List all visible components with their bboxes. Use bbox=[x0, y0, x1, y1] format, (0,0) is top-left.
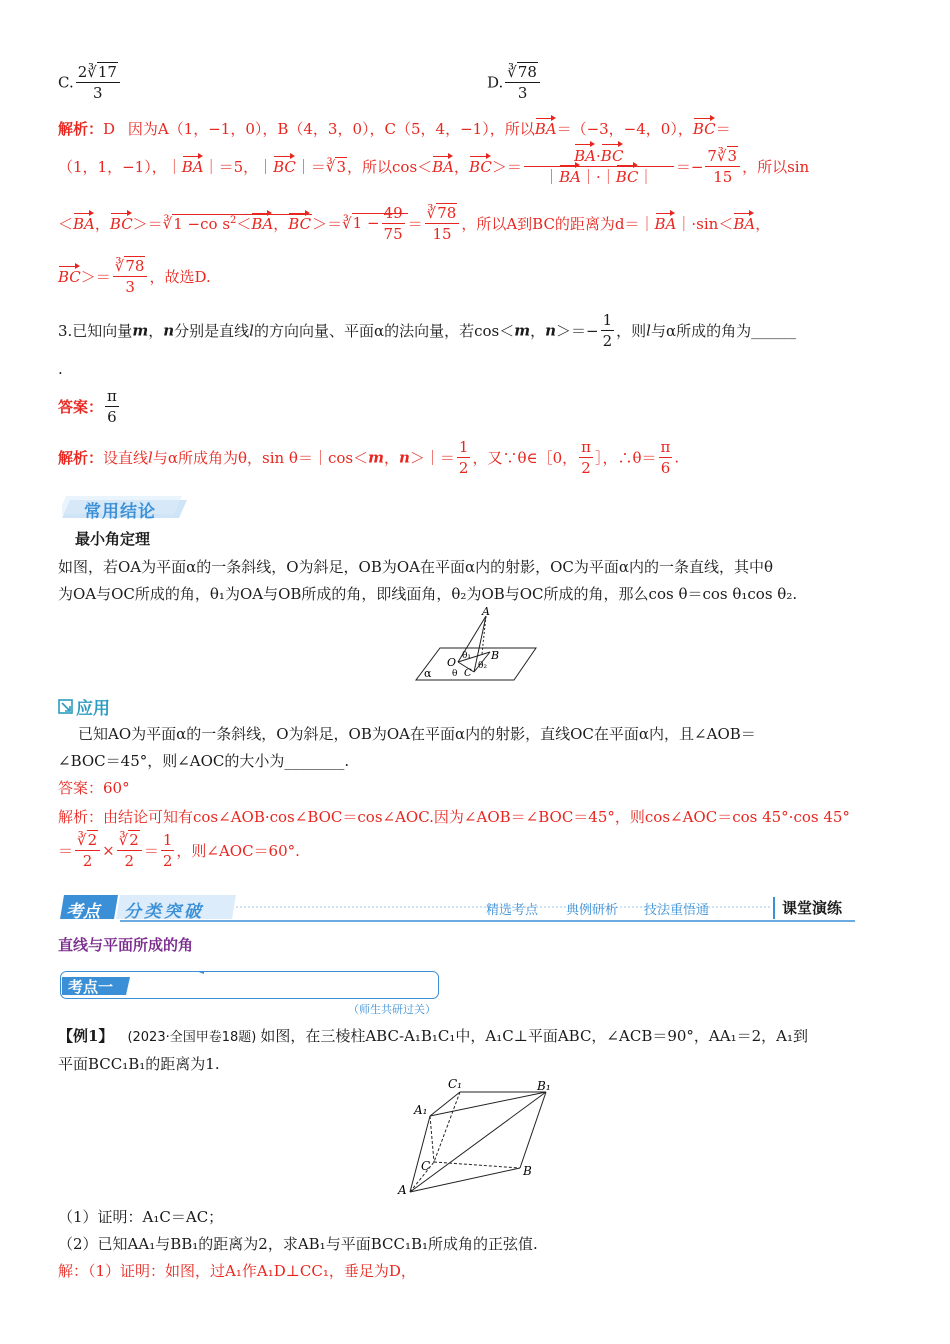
denominator: 3 bbox=[125, 278, 135, 296]
label-a1: A₁ bbox=[414, 1103, 428, 1117]
vector-bc: BC bbox=[109, 214, 133, 233]
numerator: π bbox=[660, 438, 671, 456]
option-d bbox=[487, 62, 542, 103]
solution-text: （1，1，−1），｜ bbox=[58, 158, 182, 176]
label-c: C bbox=[464, 668, 472, 679]
question-text: 与α所成的角为 bbox=[650, 322, 752, 340]
vector-ba: BA bbox=[654, 214, 677, 233]
solution-text: . bbox=[674, 448, 680, 467]
solution-text: ＞＝ bbox=[132, 215, 163, 233]
option-c-radicand: 17 bbox=[97, 63, 117, 81]
label-theta: θ bbox=[452, 669, 458, 679]
exponent: 2 bbox=[230, 215, 237, 226]
solution-text: ， bbox=[94, 215, 110, 233]
tagline-item: 精选考点 bbox=[486, 903, 539, 918]
application-icon bbox=[58, 699, 74, 715]
application-solution-1: 解析：由结论可知有cos∠AOB·cos∠BOC＝cos∠AOC.因为∠AOB＝∠BOC＝45°，则cos∠AOC＝cos 45°·cos 45° bbox=[58, 808, 850, 826]
label-a: A bbox=[482, 605, 490, 618]
option-d-label: D. bbox=[487, 73, 504, 92]
label-b: B bbox=[523, 1164, 532, 1178]
application-para-1: 已知AO为平面α的一条斜线，O为斜足，OB为OA在平面α内的射影，直线OC在平面α内，且∠AOB＝ bbox=[78, 725, 756, 743]
min-angle-figure bbox=[410, 602, 540, 684]
solution-text: 与α所成角为θ，sin θ＝｜cos＜ bbox=[152, 449, 369, 467]
denominator: 2 bbox=[602, 332, 613, 350]
solution-text: ，所以A到BC的距离为d＝｜ bbox=[461, 215, 655, 233]
solution-answer: D bbox=[103, 120, 116, 138]
var-m: m bbox=[368, 448, 384, 467]
solution-text: ＞＝ bbox=[312, 215, 343, 233]
application-header bbox=[58, 694, 110, 719]
solution-text: ｜＝ bbox=[295, 158, 326, 176]
denominator: 15 bbox=[713, 168, 733, 186]
solution-text: ， bbox=[454, 158, 470, 176]
question-text: ， bbox=[530, 322, 546, 340]
numerator: π bbox=[107, 387, 117, 405]
solution-text: ＝（−3，−4，0）， bbox=[556, 120, 693, 138]
denominator: 2 bbox=[82, 852, 93, 870]
option-c-den: 3 bbox=[93, 84, 103, 102]
solution-text: ， bbox=[383, 449, 399, 467]
q3-answer bbox=[58, 386, 121, 427]
solution-text: ＜ bbox=[236, 215, 252, 233]
example-question-1: （1）证明：A₁C＝AC； bbox=[58, 1208, 224, 1226]
radicand: 1 −co s bbox=[173, 215, 231, 233]
tagline-item: 典例研析 bbox=[566, 903, 619, 918]
radicand: 1 − bbox=[352, 213, 380, 232]
solution-text: ，又∵θ∈［0， bbox=[472, 449, 578, 467]
solution-text: ＞＝ bbox=[491, 158, 522, 176]
numerator: 49 bbox=[383, 204, 403, 222]
vector-bc: BC bbox=[692, 120, 716, 138]
kaodian-1-note: （师生共研过关） bbox=[348, 1003, 436, 1016]
solution-text: ，所以cos＜ bbox=[347, 158, 433, 176]
solution-text: ，则∠AOC＝60°. bbox=[176, 842, 300, 860]
banner-title: 常用结论 bbox=[84, 502, 156, 522]
label-a: A bbox=[398, 1183, 407, 1197]
var-l: l bbox=[249, 321, 254, 340]
vector-bc: BC bbox=[288, 215, 312, 233]
denominator: 2 bbox=[124, 852, 135, 870]
solution-label: 解析： bbox=[58, 120, 104, 138]
var-n: n bbox=[545, 321, 556, 340]
numerator: 1 bbox=[162, 831, 173, 849]
vector-bc: BC bbox=[469, 157, 492, 176]
tagline-item: 技法重悟通 bbox=[644, 903, 710, 918]
option-d-fraction: $\frac{∛78}{3}$ bbox=[505, 62, 540, 103]
numerator: 1 bbox=[602, 311, 613, 329]
application-answer: 答案：60° bbox=[58, 779, 130, 797]
answer-fraction bbox=[105, 386, 119, 427]
var-n: n bbox=[398, 448, 410, 467]
classroom-label: 课堂演练 bbox=[782, 899, 843, 917]
denominator: 6 bbox=[660, 459, 671, 477]
kaodian-1-header bbox=[60, 971, 440, 999]
label-b: B bbox=[491, 649, 500, 662]
denominator: 2 bbox=[162, 852, 173, 870]
vector-ba: BA bbox=[574, 147, 596, 165]
dot: · bbox=[595, 147, 601, 165]
vector-bc: BC bbox=[273, 157, 296, 176]
example-question-2: （2）已知AA₁与BB₁的距离为2，求AB₁与平面BCC₁B₁所成角的正弦值. bbox=[58, 1235, 538, 1253]
numerator: π bbox=[581, 438, 591, 456]
radicand: 78 bbox=[125, 257, 145, 275]
question-text: 的方向向量、平面α的法向量，若cos＜ bbox=[253, 322, 515, 340]
var-l: l bbox=[148, 448, 153, 467]
example-text: 如图，在三棱柱ABC-A₁B₁C₁中，A₁C⊥平面ABC，∠ACB＝90°，AA₁＝2，A₁到 bbox=[260, 1027, 808, 1045]
solution-text: ＞＝ bbox=[80, 268, 111, 286]
kaodian-banner bbox=[60, 893, 860, 923]
times-sign: × bbox=[102, 841, 115, 860]
denominator: 6 bbox=[107, 408, 117, 426]
solution-text: ， bbox=[273, 215, 289, 233]
solution-text: ＝ bbox=[143, 842, 159, 860]
sol-fraction-1 bbox=[457, 437, 471, 478]
solution-label: 解析： bbox=[58, 449, 104, 467]
cos-fraction bbox=[524, 146, 674, 187]
vector-bc: BC bbox=[600, 147, 624, 165]
vector-ba: BA bbox=[432, 157, 455, 176]
label-theta2: θ₂ bbox=[478, 661, 488, 671]
label-b1: B₁ bbox=[537, 1079, 551, 1093]
abs-bar: ｜·｜ bbox=[580, 168, 616, 186]
vector-ba: BA bbox=[251, 215, 274, 233]
application-para-2: ∠BOC＝45°，则∠AOC的大小为________. bbox=[58, 752, 350, 770]
label-c: C bbox=[421, 1159, 431, 1173]
q2-solution-line3: ＜BA，BC＞＝∛1 −co $s^2<BA$，BC＞＝∛1 − $\frac{49}{75}$ ＝ $\frac{∛78}{15}$ ，所以A到BC的距离为d＝｜BA｜·sin＜BA， bbox=[58, 204, 771, 243]
sin-value-fraction: $\frac{∛78}{15}$ bbox=[425, 203, 460, 244]
q2-solution-line2: （1，1，−1），｜BA｜＝5，｜BC｜＝∛3，所以cos＜BA，BC＞＝ $\frac{BA\cdot BC}{|BA|\cdot|BC|}$ ＝− $\frac{7∛3}{15}$ ，所以sin bbox=[58, 147, 810, 186]
example-1-line1 bbox=[58, 1025, 808, 1046]
solution-text: ｜＝5，｜ bbox=[203, 158, 274, 176]
label-c1: C₁ bbox=[448, 1077, 462, 1091]
q3-solution bbox=[58, 437, 679, 478]
option-c-coef: 2 bbox=[77, 63, 88, 81]
var-n: n bbox=[163, 321, 175, 340]
solution-text: ＝ bbox=[58, 842, 74, 860]
option-c-fraction: $\frac{2∛17}{3}$ bbox=[76, 62, 120, 103]
var-m: m bbox=[514, 321, 531, 340]
abs-bar: ｜ bbox=[544, 168, 560, 186]
example-source: (2023·全国甲卷18题) bbox=[127, 1030, 257, 1045]
radicand: 78 bbox=[437, 204, 457, 222]
half-fraction bbox=[601, 310, 615, 351]
solution-text: ＝ bbox=[407, 215, 423, 233]
answer-blank[interactable]: ______ bbox=[751, 321, 797, 340]
conclusion-subtitle: 最小角定理 bbox=[75, 530, 151, 548]
prism-figure bbox=[396, 1074, 560, 1200]
radicand: 3 bbox=[727, 147, 738, 165]
solution-text: ， bbox=[755, 215, 771, 233]
radicand: 2 bbox=[129, 831, 139, 849]
sol-fraction-2 bbox=[579, 437, 593, 478]
numerator: 7 bbox=[707, 147, 717, 165]
conclusion-banner bbox=[62, 496, 187, 522]
denominator: 2 bbox=[581, 459, 591, 477]
application-title: 应用 bbox=[76, 699, 110, 719]
option-c bbox=[58, 62, 122, 103]
topic-title: 直线与平面所成的角 bbox=[58, 936, 194, 954]
solution-text: 因为A（1，−1，0），B（4，3，0），C（5，4，−1），所以 bbox=[127, 120, 535, 138]
q2-solution-line1 bbox=[58, 118, 731, 139]
kaodian-1-label: 考点一 bbox=[68, 978, 114, 996]
radicand: 2 bbox=[87, 831, 98, 849]
question-text: 分别是直线 bbox=[174, 322, 250, 340]
question-text: ，则 bbox=[616, 322, 647, 340]
vector-ba: BA bbox=[733, 214, 756, 233]
conclusion-para-2: 为OA与OC所成的角，θ₁为OA与OB所成的角，即线面角，θ₂为OB与OC所成的角，那么cos θ＝cos θ₁cos θ₂. bbox=[58, 585, 798, 603]
conclusion-para-1: 如图，若OA为平面α的一条斜线，O为斜足，OB为OA在平面α内的射影，OC为平面α内的一条直线，其中θ bbox=[58, 558, 774, 576]
fraction-49-75 bbox=[382, 203, 405, 244]
cos-value-fraction: $\frac{7∛3}{15}$ bbox=[705, 146, 740, 187]
var-l: l bbox=[646, 321, 651, 340]
radicand: 3 bbox=[336, 157, 347, 176]
answer-label: 答案： bbox=[58, 398, 104, 416]
solution-text: ｜·sin＜ bbox=[676, 215, 734, 233]
numerator: 1 bbox=[458, 438, 469, 456]
sqrt2-over-2-b: $\frac{∛2}{2}$ bbox=[117, 830, 142, 871]
example-line-2: 平面BCC₁B₁的距离为1. bbox=[58, 1055, 220, 1073]
sin-radical-2 bbox=[352, 204, 408, 243]
application-solution-2 bbox=[58, 830, 300, 871]
denominator: 2 bbox=[458, 459, 469, 477]
vector-bc: BC bbox=[58, 267, 81, 286]
kaodian-label: 考点 bbox=[66, 902, 100, 922]
label-alpha: α bbox=[424, 667, 432, 680]
example-label: 【例1】 bbox=[58, 1027, 114, 1045]
pill-shape bbox=[60, 971, 440, 999]
label-theta1: θ₁ bbox=[462, 651, 472, 661]
option-c-label: C. bbox=[58, 73, 74, 92]
question-text: 3.已知向量 bbox=[58, 322, 133, 340]
fenlei-label: 分类突破 bbox=[124, 902, 204, 922]
question-period: . bbox=[58, 360, 63, 378]
sqrt2-over-2-a: $\frac{∛2}{2}$ bbox=[75, 830, 100, 871]
abs-bar: ｜ bbox=[638, 168, 654, 186]
distance-fraction: $\frac{∛78}{3}$ bbox=[113, 256, 148, 297]
sin-radical bbox=[172, 214, 312, 233]
var-m: m bbox=[132, 321, 149, 340]
vector-ba: BA bbox=[73, 214, 95, 233]
sol-fraction-3 bbox=[659, 437, 673, 478]
half-fraction bbox=[161, 830, 175, 871]
solution-text: ］，∴θ＝ bbox=[595, 449, 657, 467]
question-text: ， bbox=[148, 322, 164, 340]
vector-ba: BA bbox=[534, 120, 557, 138]
solution-text: ＝ bbox=[715, 120, 731, 138]
solution-text: ，所以sin bbox=[742, 158, 810, 176]
solution-text: ，故选D. bbox=[149, 268, 211, 286]
option-d-radicand: 78 bbox=[517, 63, 537, 81]
solution-text: 设直线 bbox=[103, 449, 149, 467]
denominator: 15 bbox=[432, 225, 452, 243]
option-d-den: 3 bbox=[517, 84, 528, 102]
vector-bc: BC bbox=[615, 168, 639, 186]
vector-ba: BA bbox=[181, 157, 204, 176]
vector-ba: BA bbox=[559, 168, 581, 186]
solution-text: ＝− bbox=[675, 158, 704, 176]
denominator: 75 bbox=[383, 225, 403, 243]
solution-text: ＜ bbox=[58, 215, 74, 233]
label-o: O bbox=[447, 656, 457, 669]
question-3 bbox=[58, 310, 796, 351]
solution-text: ＞｜＝ bbox=[409, 449, 455, 467]
example-solution-start: 解：（1）证明：如图，过A₁作A₁D⊥CC₁，垂足为D， bbox=[58, 1262, 416, 1280]
q2-solution-line4 bbox=[58, 256, 211, 297]
question-text: ＞＝− bbox=[556, 322, 599, 340]
